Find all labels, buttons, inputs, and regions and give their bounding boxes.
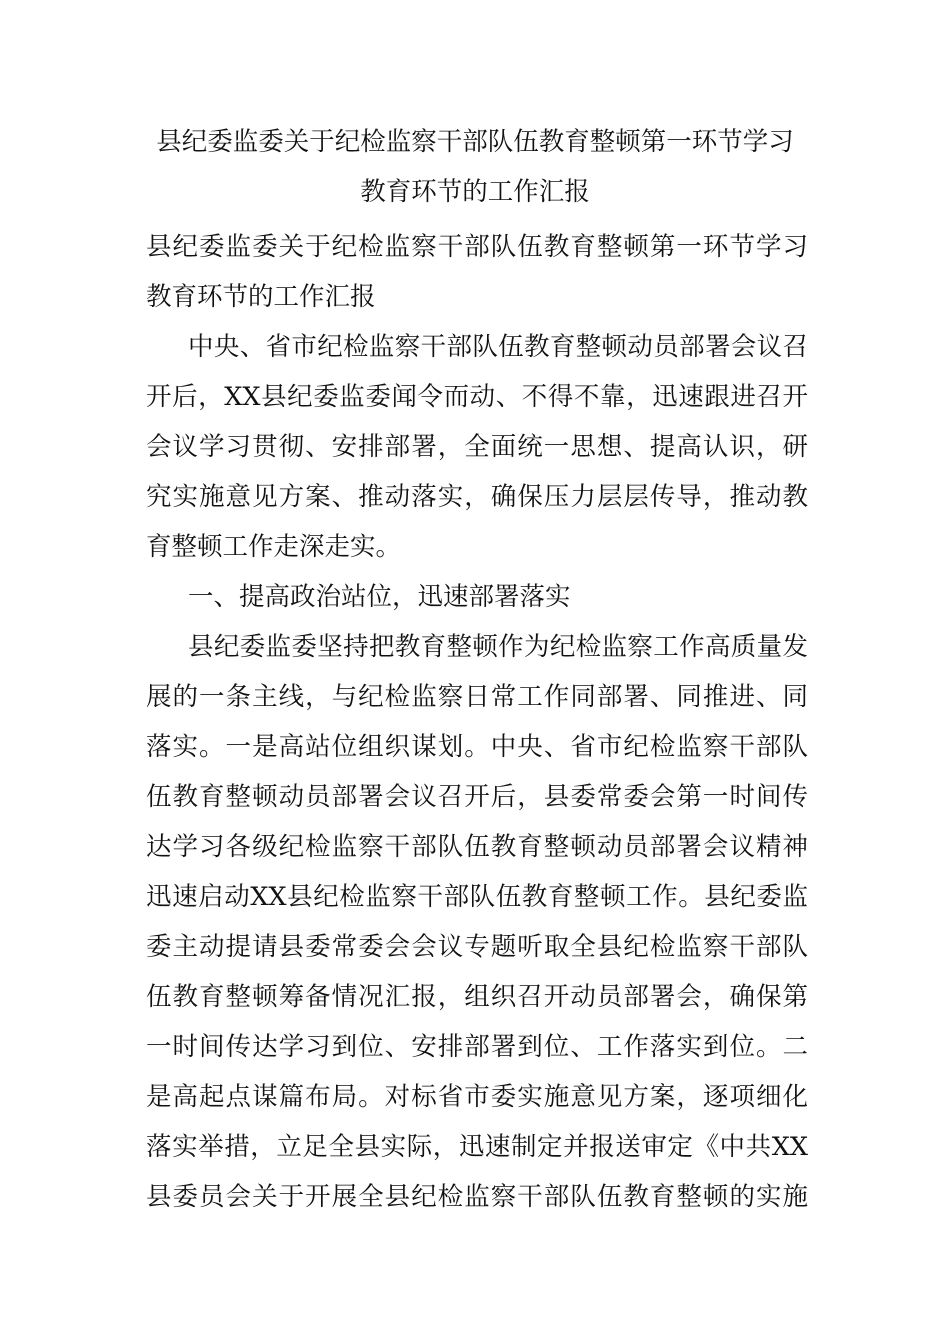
paragraph1-line-1: 中央、省市纪检监察干部队伍教育整顿动员部署会议召 [188,332,808,362]
paragraph2-line-3: 落实。一是高站位组织谋划。中央、省市纪检监察干部队 [146,732,808,762]
paragraph2-line-8: 伍教育整顿筹备情况汇报，组织召开动员部署会，确保第 [146,982,808,1012]
paragraph2-line-6: 迅速启动XX县纪检监察干部队伍教育整顿工作。县纪委监 [146,882,808,912]
paragraph2-line-12: 县委员会关于开展全县纪检监察干部队伍教育整顿的实施 [146,1182,808,1212]
paragraph2-line-1: 县纪委监委坚持把教育整顿作为纪检监察工作高质量发 [188,632,808,662]
paragraph2-line-11: 落实举措，立足全县实际，迅速制定并报送审定《中共XX [146,1132,808,1162]
paragraph1-line-2: 开后，XX县纪委监委闻令而动、不得不靠，迅速跟进召开 [146,382,808,412]
paragraph2-line-10: 是高起点谋篇布局。对标省市委实施意见方案，逐项细化 [146,1082,808,1112]
paragraph2-line-7: 委主动提请县委常委会会议专题听取全县纪检监察干部队 [146,932,808,962]
paragraph1-line-5: 育整顿工作走深走实。 [146,532,402,562]
paragraph1-line-3: 会议学习贯彻、安排部署，全面统一思想、提高认识，研 [146,432,808,462]
document-title-line-1: 县纪委监委关于纪检监察干部队伍教育整顿第一环节学习 [156,127,794,157]
document-title-line-2: 教育环节的工作汇报 [360,177,590,207]
paragraph2-line-5: 达学习各级纪检监察干部队伍教育整顿动员部署会议精神 [146,832,808,862]
subtitle-line-1: 县纪委监委关于纪检监察干部队伍教育整顿第一环节学习 [146,232,808,262]
section1-heading: 一、提高政治站位，迅速部署落实 [188,582,571,612]
paragraph2-line-9: 一时间传达学习到位、安排部署到位、工作落实到位。二 [146,1032,808,1062]
paragraph1-line-4: 究实施意见方案、推动落实，确保压力层层传导，推动教 [146,482,808,512]
paragraph2-line-2: 展的一条主线，与纪检监察日常工作同部署、同推进、同 [146,682,808,712]
subtitle-line-2: 教育环节的工作汇报 [146,282,376,312]
paragraph2-line-4: 伍教育整顿动员部署会议召开后，县委常委会第一时间传 [146,782,808,812]
